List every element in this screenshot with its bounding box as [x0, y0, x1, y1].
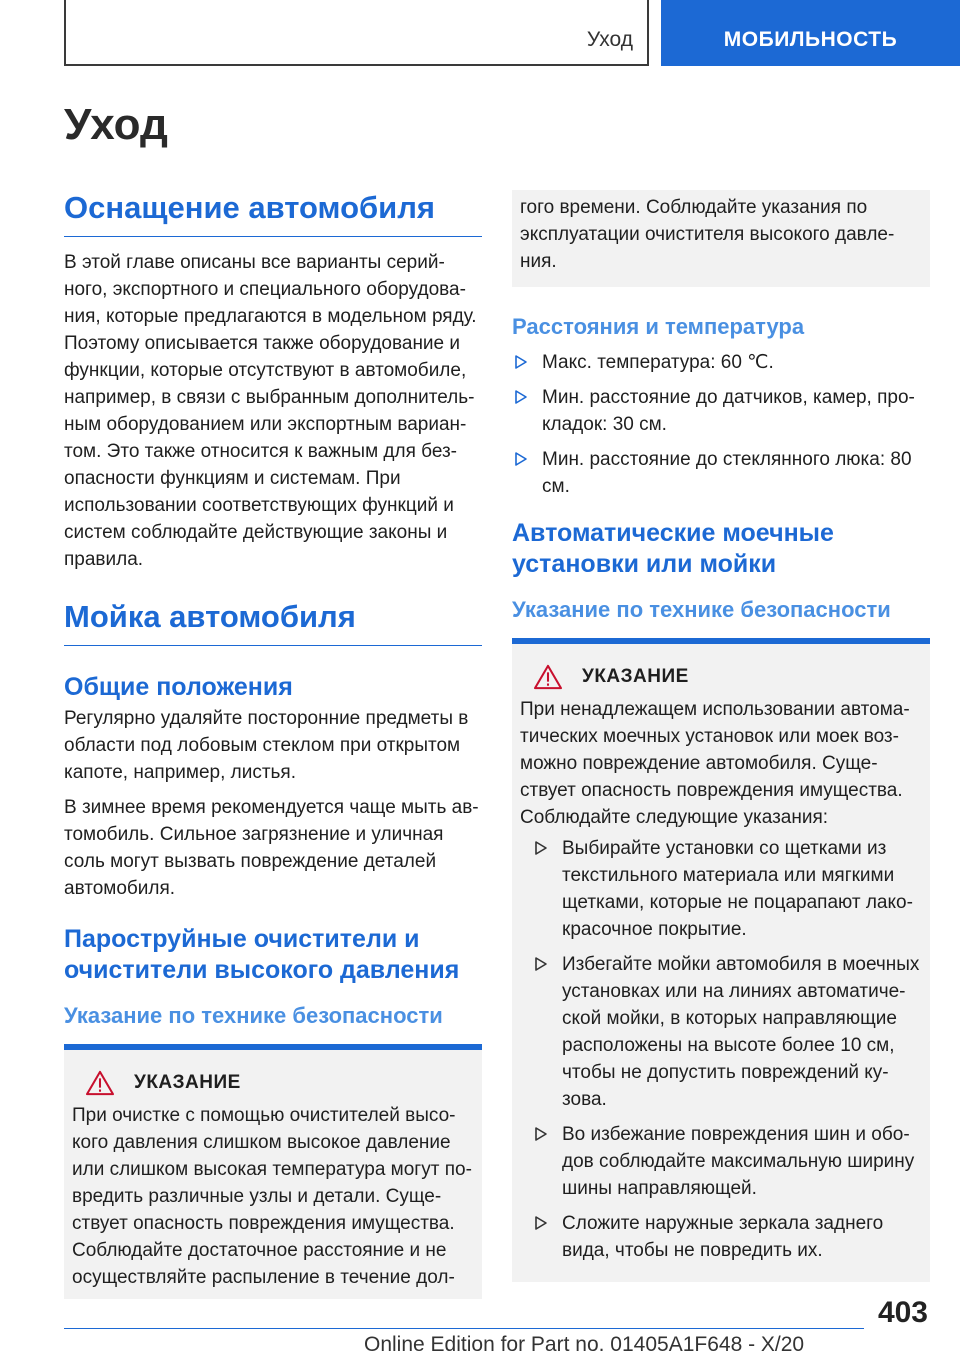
- paragraph-general-1: Регулярно удаляйте посторонние предметы в области под лобовым стеклом при открытом капоте, например, листья.: [64, 708, 469, 783]
- heading-automatic-wash: Автоматические моечные установки или мойки: [512, 519, 834, 578]
- page-number: 403: [877, 1296, 928, 1329]
- footer-edition: Online Edition for Part no. 01405A1F648 - X/20: [364, 1333, 805, 1356]
- warning-list: [520, 835, 922, 1264]
- warning-text: При ненадлежащем использовании автома-тических моечных установок или моек воз-можно повреждение автомобиля. Суще-ствует опасность повреждения имущества. Соблюдайте следующие указания:: [520, 699, 910, 828]
- list-item: [512, 384, 930, 438]
- triangle-bullet-icon: [534, 1126, 548, 1142]
- heading-car-wash: Мойка автомобиля: [64, 599, 482, 646]
- triangle-bullet-icon: [534, 956, 548, 972]
- footer-divider: [64, 1328, 864, 1329]
- warning-title: УКАЗАНИЕ: [134, 1072, 241, 1093]
- triangle-bullet-icon: [514, 354, 528, 370]
- list-item: [520, 1121, 922, 1202]
- list-item: [520, 835, 922, 943]
- list-item-text: Избегайте мойки автомобиля в моечных установках или на линиях автоматиче-ской мойки, в которых направляющие расположены на высоте более 10 см, чтобы не допустить повреждений ку-зова.: [562, 954, 920, 1110]
- warning-text: При очистке с помощью очистителей высо-кого давления слишком высокое давление или слишком высокая температура могут по-вредить различные узлы и детали. Суще-ствует опасность повреждения имущества. Соблюдайте достаточное расстояние и не осуществляйте распыление в течение дол-: [72, 1105, 472, 1288]
- warning-header: [520, 664, 922, 690]
- header-section-title: Уход: [586, 28, 633, 51]
- triangle-bullet-icon: [514, 389, 528, 405]
- list-item: [512, 349, 930, 376]
- heading-pressure-cleaners: Пароструйные очистители и очистители высокого давления: [64, 925, 460, 984]
- header-tab-mobility[interactable]: МОБИЛЬНОСТЬ: [661, 0, 960, 66]
- paragraph-general-2: В зимнее время рекомендуется чаще мыть ав-томобиль. Сильное загрязнение и уличная соль могут вызвать повреждение деталей автомобиля.: [64, 797, 479, 899]
- triangle-bullet-icon: [514, 451, 528, 467]
- list-item-text: Сложите наружные зеркала заднего вида, чтобы не повредить их.: [562, 1213, 884, 1261]
- warning-box: [512, 638, 930, 1282]
- warning-box: [64, 1044, 482, 1299]
- page-title: Уход: [64, 100, 168, 149]
- warning-box-continued: [512, 190, 930, 287]
- warning-triangle-icon: [532, 664, 564, 690]
- warning-text-continued: гого времени. Соблюдайте указания по эксплуатации очистителя высокого давле-ния.: [520, 197, 895, 272]
- warning-title: УКАЗАНИЕ: [582, 666, 689, 687]
- paragraph-equipment: В этой главе описаны все варианты серий-ного, экспортного и специального оборудова-ния, которые предлагаются в модельном ряду. Поэтому описывается также оборудование и функции, которые отсутствуют в автомобиле, например, в связи с выбранным дополнитель-ным оборудованием или экспортным вариан-том. Это также относится к важным для без-опасности функциям и системам. При использовании соответствующих функций и систем соблюдайте действующие законы и правила.: [64, 252, 477, 570]
- list-item-text: Макс. температура: 60 ℃.: [542, 352, 774, 373]
- warning-triangle-icon: [84, 1070, 116, 1096]
- triangle-bullet-icon: [534, 1215, 548, 1231]
- heading-distances: Расстояния и температура: [512, 314, 805, 339]
- list-item-text: Мин. расстояние до датчиков, камер, про-кладок: 30 см.: [542, 387, 915, 435]
- warning-header: [72, 1070, 474, 1096]
- distances-list: [512, 349, 930, 500]
- triangle-bullet-icon: [534, 840, 548, 856]
- list-item: [520, 1210, 922, 1264]
- right-column: [512, 190, 930, 1282]
- heading-safety-note: Указание по технике безопасности: [64, 1003, 443, 1028]
- list-item-text: Выбирайте установки со щетками из текстильного материала или мягкими щетками, которые не поцарапают лако-красочное покрытие.: [562, 838, 913, 940]
- header-box: [64, 0, 649, 66]
- list-item-text: Во избежание повреждения шин и обо-дов соблюдайте максимальную ширину шины направляющей.: [562, 1124, 915, 1199]
- list-item-text: Мин. расстояние до стеклянного люка: 80 см.: [542, 449, 912, 497]
- heading-safety-note: Указание по технике безопасности: [512, 597, 891, 622]
- list-item: [512, 446, 930, 500]
- list-item: [520, 951, 922, 1113]
- left-column: [64, 190, 482, 1299]
- heading-general: Общие положения: [64, 673, 293, 701]
- heading-equipment: Оснащение автомобиля: [64, 190, 482, 237]
